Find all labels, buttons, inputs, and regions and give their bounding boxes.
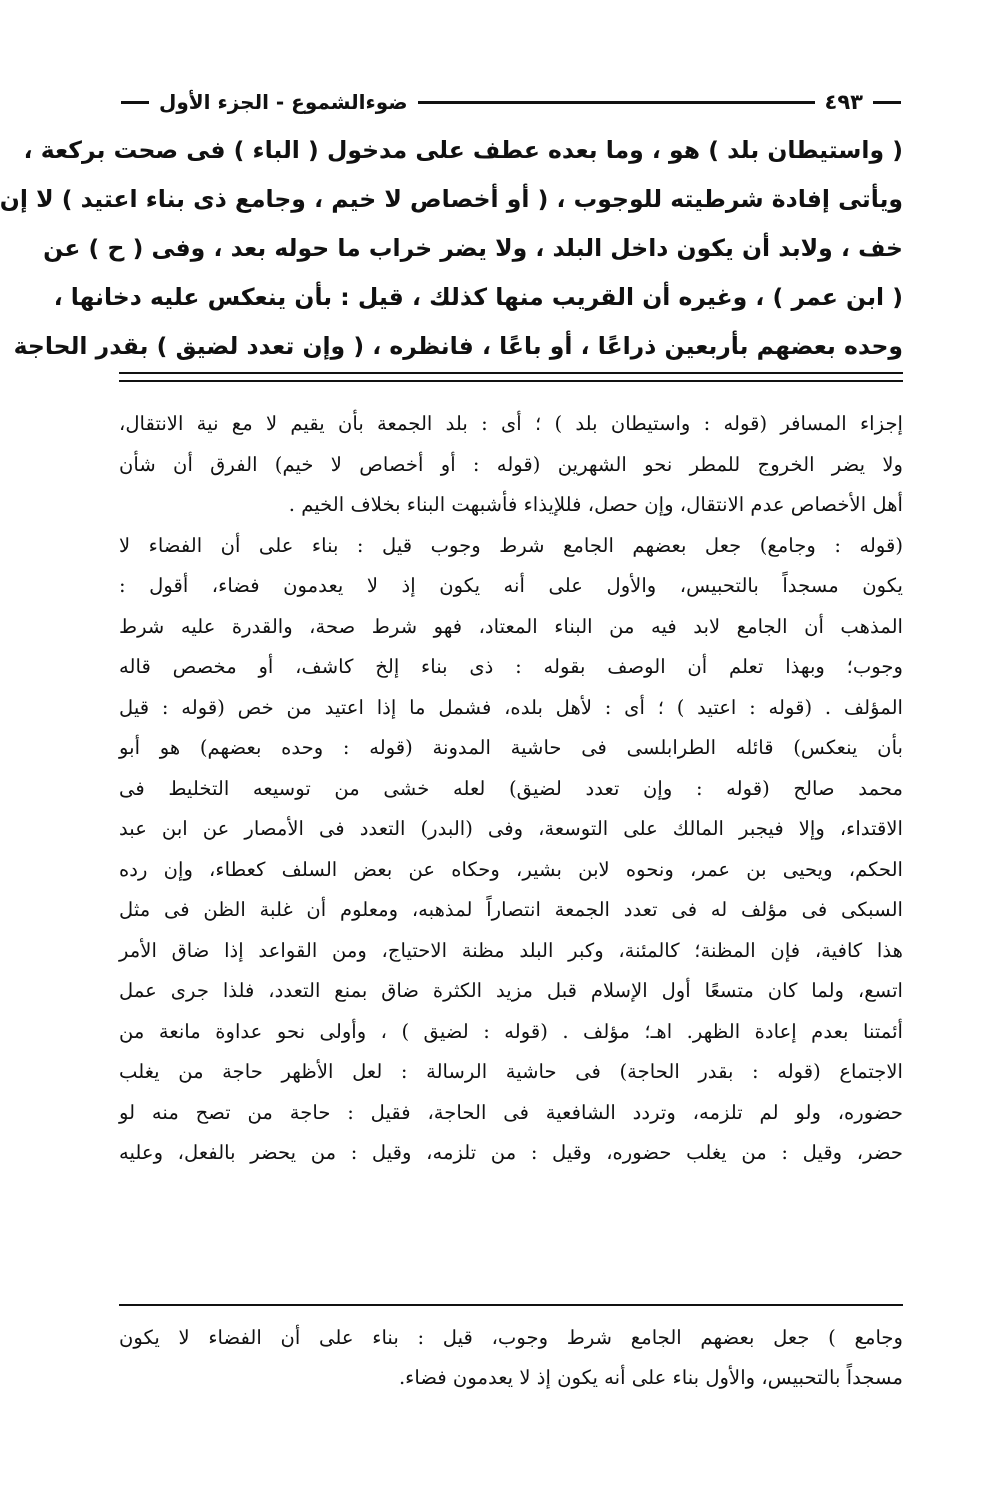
main-text	[0, 126, 903, 371]
section-divider-double	[119, 372, 903, 382]
page-number: ٤٩٣	[824, 90, 863, 114]
footnote-text	[119, 1318, 903, 1398]
commentary-line: اتسع، ولما كان متسعًا أول الإسلام قبل مزيد الكثرة ضاق بمنع التعدد، فلذا جرى عمل	[119, 979, 903, 1002]
commentary-line: حضر، وقيل : من يغلب حضوره، وقيل : من تلزمه، وقيل : من يحضر بالفعل، وعليه	[119, 1141, 903, 1164]
commentary-line: أهل الأخصاص عدم الانتقال، وإن حصل، فللإيذاء فأشبهت البناء بخلاف الخيم .	[288, 493, 903, 516]
commentary-line: ولا يضر الخروج للمطر نحو الشهرين (قوله : أو أخصاص لا خيم) الفرق أن شأن	[119, 452, 903, 476]
footnote-line: مسجداً بالتحبيس، والأول بناء على أنه يكون إذ لا يعدمون فضاء.	[398, 1366, 903, 1389]
commentary-line: الاجتماع (قوله : بقدر الحاجة) فى حاشية الرسالة : لعل الأظهر حاجة من يغلب	[119, 1060, 903, 1083]
commentary-line: وجوب؛ وبهذا تعلم أن الوصف بقوله : ذى بناء إلخ كاشف، أو مخصص قاله	[119, 655, 903, 678]
commentary-line: حضوره، ولو لم تلزمه، وتردد الشافعية فى الحاجة، فقيل : حاجة من تصح منه لو	[119, 1100, 903, 1124]
footnote-divider	[119, 1304, 903, 1306]
commentary-line: يكون مسجداً بالتحبيس، والأول على أنه يكون إذ لا يعدمون فضاء، أقول :	[119, 574, 903, 597]
running-title: ضوءالشموع - الجزء الأول	[159, 90, 408, 114]
commentary-line: بأن ينعكس) قائله الطرابلسى فى حاشية المدونة (قوله : وحده بعضهم) هو أبو	[119, 736, 903, 759]
commentary-line: هذا كافية، فإن المظنة؛ كالمئنة، وكبر البلد مظنة الاحتياج، ومن القواعد إذا ضاق الأمر	[119, 938, 903, 962]
running-header	[121, 84, 901, 120]
commentary-line: محمد صالح (قوله : وإن تعدد لضيق) لعله خشى من توسيعه التخليط فى	[119, 776, 903, 800]
commentary-line: السبكى فى مؤلف له فى تعدد الجمعة انتصاراً لمذهبه، ومعلوم أن غلبة الظن فى مثل	[119, 898, 903, 921]
header-dash-right	[121, 101, 149, 104]
footnote-line: وجامع ) جعل بعضهم الجامع شرط وجوب، قيل : بناء على أن الفضاء لا يكون	[119, 1326, 903, 1349]
commentary-line: إجزاء المسافر (قوله : واستيطان بلد ) ؛ أى : بلد الجمعة بأن يقيم لا مع نية الانتقال،	[119, 412, 903, 435]
header-dash-left	[873, 101, 901, 104]
commentary-line: (قوله : وجامع) جعل بعضهم الجامع شرط وجوب قيل : بناء على أن الفضاء لا	[119, 533, 903, 557]
commentary-line: الاقتداء، وإلا فيجبر المالك على التوسعة، وفى (البدر) التعدد فى الأمصار عن ابن عبد	[119, 817, 903, 840]
commentary-text	[119, 404, 903, 1174]
commentary-line: أئمتنا بعدم إعادة الظهر. اهـ؛ مؤلف . (قوله : لضيق ) ، وأولى نحو عداوة مانعة من	[119, 1019, 903, 1043]
main-text-line: ويأتى إفادة شرطيته للوجوب ، ( أو أخصاص لا خيم ، وجامع ذى بناء اعتيد ) لا إن	[0, 185, 903, 213]
main-text-line: وحده بعضهم بأربعين ذراعًا ، أو باعًا ، فانظره ، ( وإن تعدد لضيق ) بقدر الحاجة	[13, 332, 903, 360]
commentary-line: المذهب أن الجامع لابد فيه من البناء المعتاد، فهو شرط صحة، والقدرة عليه شرط	[119, 614, 903, 638]
commentary-line: المؤلف . (قوله : اعتيد ) ؛ أى : لأهل بلده، فشمل ما إذا اعتيد من خص (قوله : قيل	[119, 695, 903, 719]
commentary-line: الحكم، ويحيى بن عمر، ونحوه لابن بشير، وحكاه عن بعض السلف كعطاء، وإن رده	[119, 857, 903, 881]
main-text-line: ( واستيطان بلد ) هو ، وما بعده عطف على مدخول ( الباء ) فى صحت بركعة ،	[23, 136, 903, 164]
main-text-line: خف ، ولابد أن يكون داخل البلد ، ولا يضر خراب ما حوله بعد ، وفى ( ح ) عن	[43, 234, 903, 262]
main-text-line: ( ابن عمر ) ، وغيره أن القريب منها كذلك ، قيل : بأن ينعكس عليه دخانها ،	[53, 283, 903, 311]
header-rule	[418, 101, 815, 104]
